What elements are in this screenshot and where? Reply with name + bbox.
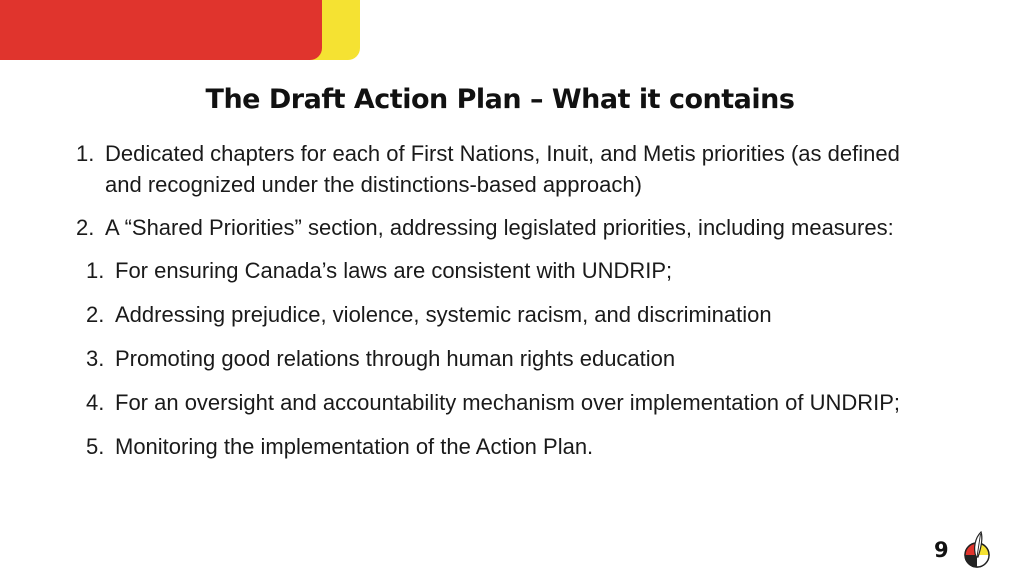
sub-list-item bbox=[86, 343, 936, 374]
list-item bbox=[76, 212, 936, 243]
list-item-number: 2. bbox=[76, 215, 95, 240]
list-item-text: Dedicated chapters for each of First Nations, Inuit, and Metis priorities (as defined and recognized under the distinctions-based approach) bbox=[105, 141, 900, 197]
sub-list-item-text: For ensuring Canada’s laws are consistent with UNDRIP; bbox=[115, 258, 673, 283]
main-list bbox=[76, 138, 936, 243]
sub-list-item-text: Monitoring the implementation of the Action Plan. bbox=[115, 434, 594, 459]
sub-list-item-number: 3. bbox=[86, 346, 105, 371]
header-band-red bbox=[0, 0, 322, 60]
sub-list-item bbox=[86, 255, 936, 286]
sub-list-item bbox=[86, 431, 936, 462]
sub-list bbox=[86, 255, 936, 462]
sub-list-item-number: 1. bbox=[86, 258, 105, 283]
list-item-number: 1. bbox=[76, 141, 95, 166]
sub-list-item-text: Promoting good relations through human rights education bbox=[115, 346, 676, 371]
sub-list-item-text: For an oversight and accountability mechanism over implementation of UNDRIP; bbox=[115, 390, 901, 415]
page-number: 9 bbox=[934, 538, 949, 562]
sub-list-item-number: 2. bbox=[86, 302, 105, 327]
list-item bbox=[76, 138, 936, 200]
slide-content bbox=[76, 138, 936, 475]
sub-list-item bbox=[86, 299, 936, 330]
sub-list-item bbox=[86, 387, 936, 418]
sub-list-item-text: Addressing prejudice, violence, systemic racism, and discrimination bbox=[115, 302, 772, 327]
sub-list-item-number: 5. bbox=[86, 434, 105, 459]
feather-medallion-logo-icon bbox=[961, 530, 995, 570]
list-item-text: A “Shared Priorities” section, addressing legislated priorities, including measures: bbox=[105, 215, 894, 240]
sub-list-item-number: 4. bbox=[86, 390, 105, 415]
slide-title: The Draft Action Plan – What it contains bbox=[205, 84, 795, 115]
